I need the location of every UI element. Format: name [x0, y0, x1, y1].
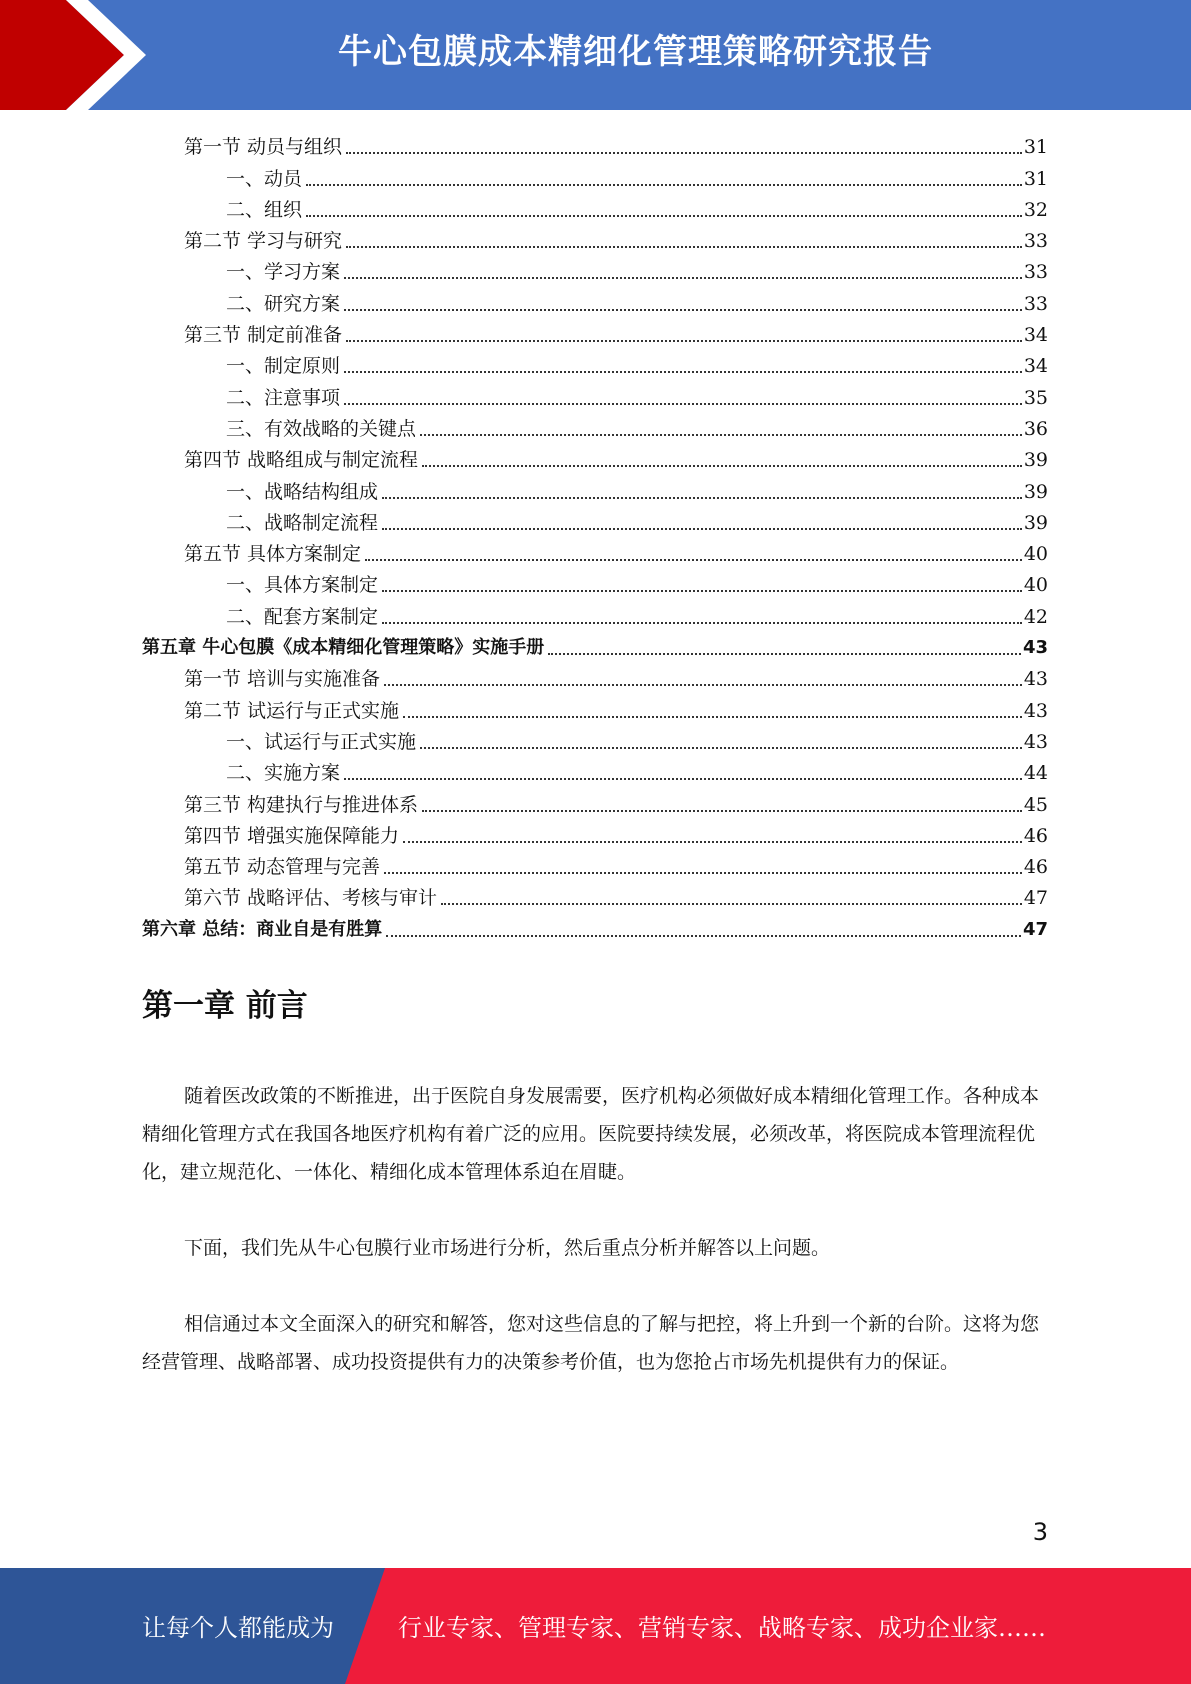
toc-entry-label: 第二节 学习与研究 — [184, 230, 343, 253]
toc-leader-dots — [441, 903, 1022, 905]
toc-entry-label: 一、动员 — [226, 167, 303, 190]
toc-entry-page: 40 — [1023, 543, 1048, 566]
toc-entry-page: 33 — [1023, 261, 1048, 284]
toc-entry-page: 43 — [1023, 730, 1048, 753]
toc-entry-page: 34 — [1023, 324, 1048, 347]
toc-entry-label: 一、学习方案 — [226, 261, 341, 284]
toc-leader-dots — [344, 309, 1022, 311]
toc-entry-page: 45 — [1023, 793, 1048, 816]
toc-entry-page: 40 — [1023, 574, 1048, 597]
page-footer — [0, 1568, 1191, 1684]
toc-entry-label: 第六节 战略评估、考核与审计 — [184, 887, 438, 910]
footer-slogan-right: 行业专家、管理专家、营销专家、战略专家、成功企业家…… — [398, 1614, 1046, 1642]
toc-entry-page: 36 — [1023, 417, 1048, 440]
toc-entry-page: 46 — [1023, 824, 1048, 847]
toc-leader-dots — [422, 465, 1022, 467]
toc-entry[interactable] — [142, 285, 1048, 316]
toc-entry[interactable] — [142, 473, 1048, 504]
toc-entry-page: 39 — [1023, 449, 1048, 472]
toc-entry-page: 35 — [1023, 386, 1048, 409]
toc-entry-label: 第四节 增强实施保障能力 — [184, 824, 400, 847]
toc-leader-dots — [548, 653, 1021, 655]
toc-entry[interactable] — [142, 755, 1048, 786]
toc-entry[interactable] — [142, 911, 1048, 942]
toc-entry-label: 第三节 构建执行与推进体系 — [184, 793, 419, 816]
toc-entry-label: 三、有效战略的关键点 — [226, 417, 417, 440]
toc-entry-label: 第一节 动员与组织 — [184, 136, 343, 159]
toc-entry-label: 二、配套方案制定 — [226, 605, 379, 628]
toc-leader-dots — [344, 371, 1022, 373]
toc-entry[interactable] — [142, 598, 1048, 629]
toc-entry-label: 一、战略结构组成 — [226, 480, 379, 503]
toc-entry-label: 二、战略制定流程 — [226, 511, 379, 534]
toc-entry-page: 33 — [1023, 230, 1048, 253]
toc-leader-dots — [382, 497, 1022, 499]
page-header — [0, 0, 1191, 110]
toc-entry[interactable] — [142, 692, 1048, 723]
toc-leader-dots — [344, 403, 1022, 405]
toc-entry-label: 一、制定原则 — [226, 355, 341, 378]
toc-entry[interactable] — [142, 724, 1048, 755]
toc-leader-dots — [306, 215, 1022, 217]
toc-leader-dots — [422, 810, 1022, 812]
toc-leader-dots — [346, 152, 1022, 154]
toc-leader-dots — [365, 559, 1022, 561]
paragraph: 下面，我们先从牛心包膜行业市场进行分析，然后重点分析并解答以上问题。 — [184, 1237, 831, 1259]
toc-entry-page: 39 — [1023, 511, 1048, 534]
toc-entry[interactable] — [142, 442, 1048, 473]
toc-entry[interactable] — [142, 254, 1048, 285]
toc-entry[interactable] — [142, 192, 1048, 223]
toc-entry[interactable] — [142, 880, 1048, 911]
toc-entry-label: 第五节 动态管理与完善 — [184, 856, 381, 879]
toc-leader-dots — [382, 622, 1022, 624]
toc-entry[interactable] — [142, 849, 1048, 880]
toc-entry-page: 44 — [1023, 762, 1048, 785]
toc-entry-page: 31 — [1023, 136, 1048, 159]
toc-entry-page: 32 — [1023, 198, 1048, 221]
toc-leader-dots — [420, 434, 1022, 436]
toc-entry[interactable] — [142, 317, 1048, 348]
toc-entry-page: 43 — [1023, 668, 1048, 691]
toc-entry-label: 第一节 培训与实施准备 — [184, 668, 381, 691]
toc-entry-page: 46 — [1023, 856, 1048, 879]
toc-leader-dots — [344, 778, 1022, 780]
toc-leader-dots — [403, 841, 1022, 843]
toc-entry-page: 43 — [1023, 699, 1048, 722]
page-number: 3 — [1032, 1518, 1048, 1546]
toc-entry-label: 第二节 试运行与正式实施 — [184, 699, 400, 722]
toc-entry[interactable] — [142, 630, 1048, 661]
toc-entry-label: 第五章 牛心包膜《成本精细化管理策略》实施手册 — [142, 637, 545, 659]
toc-entry-label: 二、研究方案 — [226, 292, 341, 315]
toc-entry-page: 43 — [1022, 637, 1048, 659]
chapter-heading: 第一章 前言 — [142, 988, 308, 1024]
toc-entry-page: 31 — [1023, 167, 1048, 190]
toc-leader-dots — [384, 684, 1022, 686]
toc-entry-label: 第六章 总结：商业自是有胜算 — [142, 918, 383, 940]
toc-entry-page: 42 — [1023, 605, 1048, 628]
toc-entry-label: 第三节 制定前准备 — [184, 324, 343, 347]
toc-entry[interactable] — [142, 379, 1048, 410]
toc-entry[interactable] — [142, 505, 1048, 536]
toc-leader-dots — [384, 872, 1022, 874]
red-chevron-icon — [0, 0, 160, 110]
toc-leader-dots — [382, 590, 1022, 592]
toc-entry-label: 二、实施方案 — [226, 762, 341, 785]
toc-leader-dots — [344, 277, 1022, 279]
toc-leader-dots — [346, 246, 1022, 248]
toc-entry-label: 一、试运行与正式实施 — [226, 730, 417, 753]
toc-entry[interactable] — [142, 661, 1048, 692]
toc-entry[interactable] — [142, 411, 1048, 442]
toc-entry-label: 第五节 具体方案制定 — [184, 543, 362, 566]
toc-entry-label: 二、注意事项 — [226, 386, 341, 409]
toc-entry-label: 第四节 战略组成与制定流程 — [184, 449, 419, 472]
table-of-contents — [142, 129, 1048, 943]
toc-entry[interactable] — [142, 786, 1048, 817]
toc-leader-dots — [346, 340, 1022, 342]
toc-entry[interactable] — [142, 160, 1048, 191]
paragraph: 随着医改政策的不断推进，出于医院自身发展需要，医疗机构必须做好成本精细化管理工作。各种成本精细化管理方式在我国各地医疗机构有着广泛的应用。医院要持续发展，必须改革，将医院成本管理流程优化，建立规范化、一体化、精细化成本管理体系迫在眉睫。 — [142, 1085, 1040, 1183]
toc-entry[interactable] — [142, 348, 1048, 379]
toc-entry-page: 39 — [1023, 480, 1048, 503]
toc-entry[interactable] — [142, 567, 1048, 598]
toc-entry-label: 一、具体方案制定 — [226, 574, 379, 597]
toc-entry-page: 47 — [1022, 918, 1048, 940]
toc-entry[interactable] — [142, 223, 1048, 254]
header-title: 牛心包膜成本精细化管理策略研究报告 — [338, 32, 933, 72]
toc-entry[interactable] — [142, 536, 1048, 567]
toc-entry-page: 33 — [1023, 292, 1048, 315]
footer-slogan-left: 让每个人都能成为 — [142, 1614, 334, 1642]
toc-entry[interactable] — [142, 129, 1048, 160]
toc-leader-dots — [403, 716, 1022, 718]
toc-entry-page: 34 — [1023, 355, 1048, 378]
toc-entry-page: 47 — [1023, 887, 1048, 910]
paragraph: 相信通过本文全面深入的研究和解答，您对这些信息的了解与把控，将上升到一个新的台阶。这将为您经营管理、战略部署、成功投资提供有力的决策参考价值，也为您抢占市场先机提供有力的保证。 — [142, 1313, 1040, 1373]
toc-entry-label: 二、组织 — [226, 198, 303, 221]
toc-leader-dots — [306, 184, 1022, 186]
toc-entry[interactable] — [142, 818, 1048, 849]
toc-leader-dots — [420, 747, 1022, 749]
toc-leader-dots — [386, 935, 1021, 937]
toc-leader-dots — [382, 528, 1022, 530]
